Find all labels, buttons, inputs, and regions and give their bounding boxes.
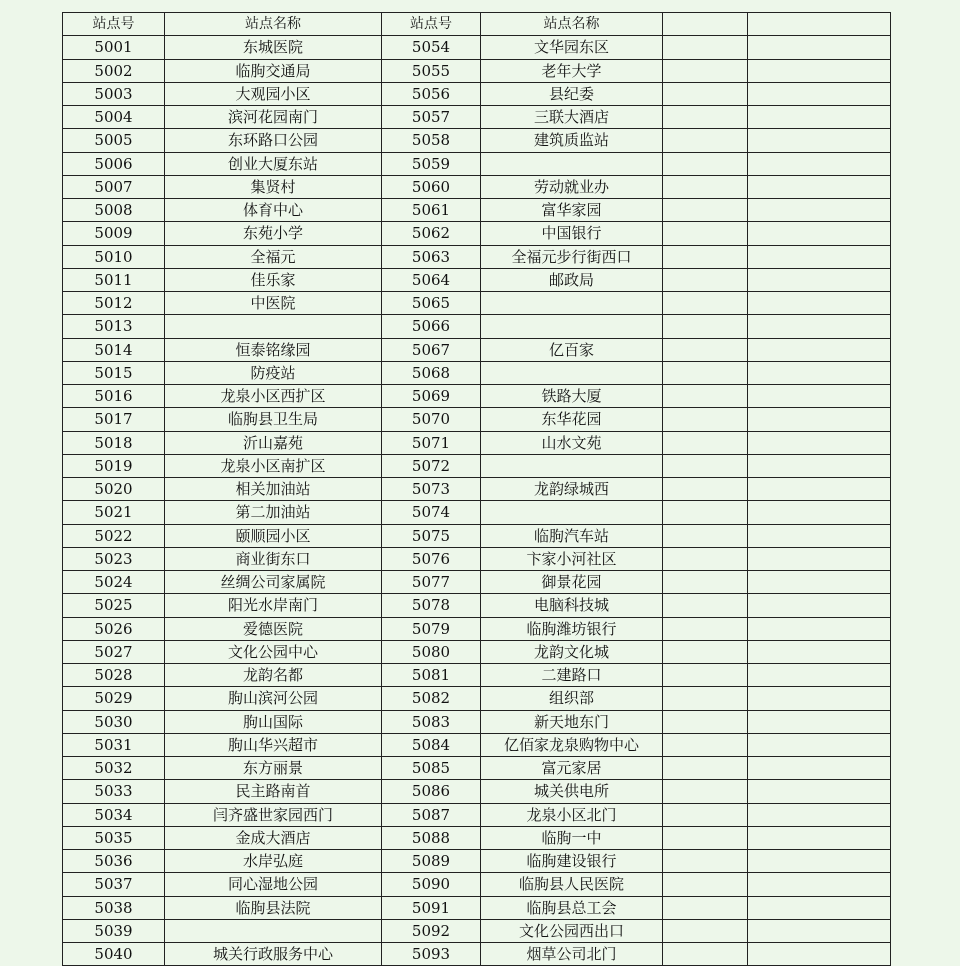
station-id-cell: 5011 [63,268,165,291]
station-id-cell: 5014 [63,338,165,361]
empty-cell [748,478,891,501]
station-id-cell: 5068 [382,361,481,384]
station-id-cell: 5092 [382,919,481,942]
empty-cell [748,106,891,129]
empty-cell [663,222,748,245]
station-id-cell: 5075 [382,524,481,547]
table-row [63,664,891,687]
empty-cell [663,850,748,873]
station-name-cell: 组织部 [481,687,663,710]
empty-cell [748,431,891,454]
empty-cell [663,617,748,640]
station-id-cell: 5024 [63,571,165,594]
empty-cell [663,385,748,408]
empty-cell [748,617,891,640]
station-name-cell: 临朐交通局 [165,59,382,82]
station-name-cell: 城关行政服务中心 [165,943,382,966]
station-id-cell: 5031 [63,733,165,756]
empty-cell [663,361,748,384]
station-name-cell: 临朐潍坊银行 [481,617,663,640]
empty-cell [663,943,748,966]
table-row [63,478,891,501]
station-name-cell: 东华花园 [481,408,663,431]
station-id-cell: 5058 [382,129,481,152]
station-id-cell: 5057 [382,106,481,129]
station-name-cell: 大观园小区 [165,82,382,105]
station-name-cell: 闫齐盛世家园西门 [165,803,382,826]
station-id-cell: 5038 [63,896,165,919]
station-id-cell: 5037 [63,873,165,896]
station-name-cell [481,501,663,524]
table-row [63,571,891,594]
table-row [63,710,891,733]
table-row [63,617,891,640]
empty-cell [748,710,891,733]
station-id-cell: 5088 [382,826,481,849]
empty-cell [748,873,891,896]
table-row [63,501,891,524]
empty-cell [663,59,748,82]
station-name-cell: 阳光水岸南门 [165,594,382,617]
empty-cell [663,803,748,826]
station-name-cell: 富元家居 [481,757,663,780]
empty-cell [663,640,748,663]
table-row [63,152,891,175]
empty-cell [748,943,891,966]
table-row [63,361,891,384]
station-id-cell: 5066 [382,315,481,338]
station-id-cell: 5089 [382,850,481,873]
station-id-cell: 5063 [382,245,481,268]
station-id-cell: 5078 [382,594,481,617]
station-name-cell: 朐山国际 [165,710,382,733]
empty-cell [748,152,891,175]
station-name-cell: 龙韵文化城 [481,640,663,663]
station-id-cell: 5029 [63,687,165,710]
station-name-cell: 东苑小学 [165,222,382,245]
empty-cell [748,361,891,384]
station-name-cell: 临朐一中 [481,826,663,849]
empty-cell [748,385,891,408]
station-id-cell: 5077 [382,571,481,594]
empty-cell [748,664,891,687]
station-id-cell: 5023 [63,547,165,570]
station-id-cell: 5080 [382,640,481,663]
empty-cell [748,640,891,663]
empty-cell [663,780,748,803]
station-id-cell: 5040 [63,943,165,966]
empty-header-cell [748,13,891,36]
station-name-cell: 滨河花园南门 [165,106,382,129]
table-row [63,199,891,222]
empty-cell [663,245,748,268]
empty-cell [663,873,748,896]
station-name-cell: 文化公园中心 [165,640,382,663]
station-id-cell: 5087 [382,803,481,826]
empty-cell [663,199,748,222]
empty-cell [663,175,748,198]
empty-cell [748,82,891,105]
table-row [63,338,891,361]
station-name-cell: 东城医院 [165,36,382,59]
station-name-cell: 龙泉小区北门 [481,803,663,826]
station-name-cell [481,315,663,338]
station-name-cell: 临朐县人民医院 [481,873,663,896]
empty-cell [748,292,891,315]
station-name-cell: 老年大学 [481,59,663,82]
table-row [63,803,891,826]
station-name-cell: 二建路口 [481,664,663,687]
station-id-cell: 5005 [63,129,165,152]
table-row [63,129,891,152]
station-name-cell: 邮政局 [481,268,663,291]
empty-cell [663,338,748,361]
empty-cell [663,454,748,477]
station-id-cell: 5025 [63,594,165,617]
station-id-cell: 5064 [382,268,481,291]
station-name-cell [481,292,663,315]
table-row [63,850,891,873]
empty-cell [663,896,748,919]
station-name-cell: 民主路南首 [165,780,382,803]
station-name-cell: 丝绸公司家属院 [165,571,382,594]
station-name-cell: 爱德医院 [165,617,382,640]
station-id-cell: 5021 [63,501,165,524]
empty-cell [748,919,891,942]
station-id-cell: 5007 [63,175,165,198]
table-row [63,431,891,454]
station-id-cell: 5003 [63,82,165,105]
station-id-cell: 5055 [382,59,481,82]
station-id-cell: 5026 [63,617,165,640]
station-name-cell: 亿百家 [481,338,663,361]
station-id-cell: 5033 [63,780,165,803]
station-name-cell: 中医院 [165,292,382,315]
station-name-cell: 第二加油站 [165,501,382,524]
station-name-cell [481,152,663,175]
header-row [63,13,891,36]
station-name-cell: 体育中心 [165,199,382,222]
empty-cell [663,106,748,129]
station-name-cell: 相关加油站 [165,478,382,501]
station-id-cell: 5004 [63,106,165,129]
empty-cell [748,268,891,291]
empty-cell [748,315,891,338]
table-row [63,82,891,105]
station-name-cell: 建筑质监站 [481,129,663,152]
empty-cell [748,454,891,477]
station-name-cell: 新天地东门 [481,710,663,733]
empty-cell [663,571,748,594]
empty-cell [748,175,891,198]
station-id-cell: 5079 [382,617,481,640]
station-id-cell: 5022 [63,524,165,547]
empty-cell [748,757,891,780]
station-id-cell: 5039 [63,919,165,942]
station-table [62,12,891,966]
header-station-id-1: 站点号 [63,13,165,36]
table-row [63,292,891,315]
station-id-cell: 5073 [382,478,481,501]
station-name-cell: 中国银行 [481,222,663,245]
station-name-cell: 城关供电所 [481,780,663,803]
empty-cell [748,222,891,245]
empty-cell [748,129,891,152]
empty-cell [663,524,748,547]
header-station-name-1: 站点名称 [165,13,382,36]
station-name-cell: 亿佰家龙泉购物中心 [481,733,663,756]
station-name-cell: 水岸弘庭 [165,850,382,873]
table-row [63,175,891,198]
station-id-cell: 5034 [63,803,165,826]
empty-cell [748,780,891,803]
empty-cell [748,594,891,617]
station-name-cell: 东环路口公园 [165,129,382,152]
table-row [63,408,891,431]
station-name-cell: 恒泰铭缘园 [165,338,382,361]
station-id-cell: 5036 [63,850,165,873]
table-row [63,245,891,268]
station-name-cell: 三联大酒店 [481,106,663,129]
station-id-cell: 5018 [63,431,165,454]
station-id-cell: 5062 [382,222,481,245]
table-row [63,106,891,129]
table-row [63,733,891,756]
station-id-cell: 5059 [382,152,481,175]
empty-cell [748,687,891,710]
empty-cell [663,710,748,733]
empty-cell [748,733,891,756]
station-id-cell: 5090 [382,873,481,896]
station-id-cell: 5081 [382,664,481,687]
table-row [63,943,891,966]
station-id-cell: 5060 [382,175,481,198]
empty-cell [748,850,891,873]
empty-cell [663,431,748,454]
station-id-cell: 5017 [63,408,165,431]
station-id-cell: 5009 [63,222,165,245]
empty-cell [748,199,891,222]
station-id-cell: 5032 [63,757,165,780]
station-id-cell: 5069 [382,385,481,408]
station-id-cell: 5006 [63,152,165,175]
table-row [63,454,891,477]
table-row [63,873,891,896]
station-id-cell: 5010 [63,245,165,268]
table-row [63,780,891,803]
empty-cell [663,687,748,710]
station-id-cell: 5035 [63,826,165,849]
station-id-cell: 5001 [63,36,165,59]
station-name-cell: 全福元 [165,245,382,268]
table-row [63,524,891,547]
station-name-cell: 临朐建设银行 [481,850,663,873]
station-id-cell: 5083 [382,710,481,733]
station-name-cell: 富华家园 [481,199,663,222]
station-id-cell: 5028 [63,664,165,687]
station-name-cell: 商业街东口 [165,547,382,570]
station-name-cell [165,919,382,942]
station-name-cell: 电脑科技城 [481,594,663,617]
header-station-name-2: 站点名称 [481,13,663,36]
empty-cell [748,571,891,594]
station-name-cell: 卞家小河社区 [481,547,663,570]
table-row [63,59,891,82]
station-id-cell: 5076 [382,547,481,570]
empty-cell [663,36,748,59]
empty-cell [663,478,748,501]
empty-cell [748,524,891,547]
table-row [63,385,891,408]
station-name-cell: 朐山滨河公园 [165,687,382,710]
station-name-cell: 集贤村 [165,175,382,198]
station-id-cell: 5086 [382,780,481,803]
station-id-cell: 5054 [382,36,481,59]
table-row [63,896,891,919]
station-name-cell: 临朐县总工会 [481,896,663,919]
table-row [63,687,891,710]
header-station-id-2: 站点号 [382,13,481,36]
empty-cell [748,59,891,82]
station-name-cell: 朐山华兴超市 [165,733,382,756]
station-id-cell: 5027 [63,640,165,663]
station-id-cell: 5070 [382,408,481,431]
empty-cell [663,82,748,105]
table-row [63,594,891,617]
station-id-cell: 5008 [63,199,165,222]
station-name-cell [481,361,663,384]
empty-cell [748,408,891,431]
station-id-cell: 5093 [382,943,481,966]
station-id-cell: 5085 [382,757,481,780]
station-name-cell: 临朐汽车站 [481,524,663,547]
station-id-cell: 5020 [63,478,165,501]
station-name-cell: 县纪委 [481,82,663,105]
station-id-cell: 5061 [382,199,481,222]
station-name-cell: 佳乐家 [165,268,382,291]
station-id-cell: 5002 [63,59,165,82]
empty-cell [748,547,891,570]
table-row [63,919,891,942]
station-name-cell: 山水文苑 [481,431,663,454]
empty-cell [748,896,891,919]
station-name-cell: 劳动就业办 [481,175,663,198]
table-row [63,222,891,245]
empty-cell [748,501,891,524]
station-name-cell: 防疫站 [165,361,382,384]
station-id-cell: 5091 [382,896,481,919]
station-name-cell: 创业大厦东站 [165,152,382,175]
station-name-cell: 临朐县法院 [165,896,382,919]
station-id-cell: 5071 [382,431,481,454]
table-row [63,268,891,291]
station-id-cell: 5074 [382,501,481,524]
table-row [63,640,891,663]
station-name-cell: 龙韵绿城西 [481,478,663,501]
station-name-cell: 东方丽景 [165,757,382,780]
station-name-cell: 同心湿地公园 [165,873,382,896]
empty-cell [663,408,748,431]
station-id-cell: 5015 [63,361,165,384]
station-id-cell: 5072 [382,454,481,477]
empty-cell [663,129,748,152]
empty-cell [663,501,748,524]
station-id-cell: 5084 [382,733,481,756]
station-id-cell: 5016 [63,385,165,408]
empty-cell [663,292,748,315]
station-name-cell: 龙泉小区西扩区 [165,385,382,408]
empty-cell [663,547,748,570]
station-name-cell: 全福元步行街西口 [481,245,663,268]
station-name-cell [481,454,663,477]
empty-cell [748,245,891,268]
table-row [63,826,891,849]
station-name-cell: 龙泉小区南扩区 [165,454,382,477]
empty-header-cell [663,13,748,36]
station-name-cell: 铁路大厦 [481,385,663,408]
station-name-cell: 颐顺园小区 [165,524,382,547]
station-id-cell: 5067 [382,338,481,361]
table-row [63,757,891,780]
station-id-cell: 5019 [63,454,165,477]
empty-cell [663,152,748,175]
empty-cell [748,803,891,826]
station-id-cell: 5030 [63,710,165,733]
station-name-cell: 金成大酒店 [165,826,382,849]
empty-cell [748,36,891,59]
station-id-cell: 5056 [382,82,481,105]
empty-cell [748,338,891,361]
empty-cell [663,315,748,338]
empty-cell [663,919,748,942]
station-name-cell: 文化公园西出口 [481,919,663,942]
station-name-cell [165,315,382,338]
station-name-cell: 文华园东区 [481,36,663,59]
table-row [63,315,891,338]
empty-cell [663,757,748,780]
station-name-cell: 烟草公司北门 [481,943,663,966]
table-row [63,36,891,59]
empty-cell [663,733,748,756]
station-id-cell: 5013 [63,315,165,338]
empty-cell [663,268,748,291]
empty-cell [663,664,748,687]
empty-cell [663,594,748,617]
table-row [63,547,891,570]
station-name-cell: 沂山嘉苑 [165,431,382,454]
station-id-cell: 5065 [382,292,481,315]
empty-cell [748,826,891,849]
empty-cell [663,826,748,849]
station-id-cell: 5082 [382,687,481,710]
station-name-cell: 龙韵名都 [165,664,382,687]
station-id-cell: 5012 [63,292,165,315]
station-name-cell: 御景花园 [481,571,663,594]
station-name-cell: 临朐县卫生局 [165,408,382,431]
